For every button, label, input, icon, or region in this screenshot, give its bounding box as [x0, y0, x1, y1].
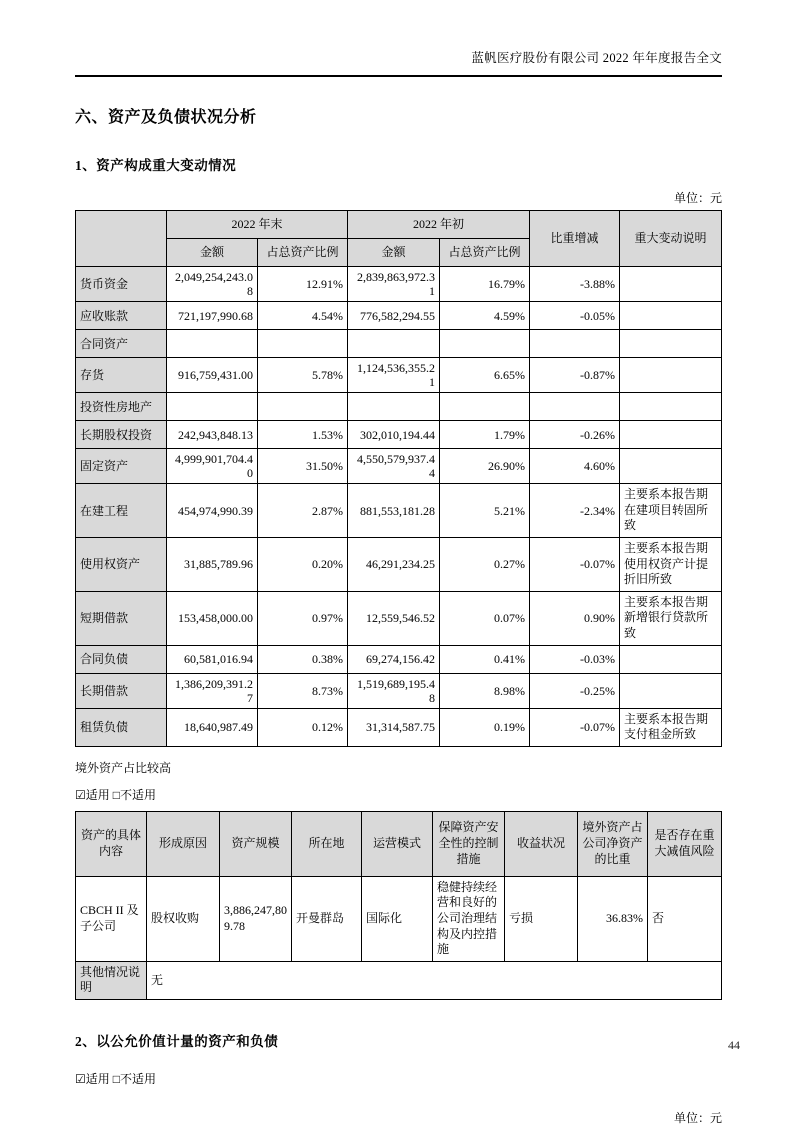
end-ratio-cell: 0.20%	[258, 537, 348, 591]
col-header-asset-content: 资产的具体内容	[76, 811, 147, 876]
section-title: 六、资产及负债状况分析	[75, 109, 257, 126]
asset-scale-cell: 3,886,247,809.78	[220, 876, 292, 961]
row-label: 短期借款	[76, 591, 167, 645]
end-ratio-cell: 12.91%	[258, 267, 348, 302]
col-group-begin-2022: 2022 年初	[348, 211, 530, 239]
begin-amount-cell	[348, 330, 440, 358]
change-cell: -0.07%	[530, 708, 620, 746]
begin-ratio-cell: 8.98%	[440, 673, 530, 708]
note-cell	[620, 330, 722, 358]
change-cell	[530, 393, 620, 421]
subsection-title-1: 1、资产构成重大变动情况	[75, 158, 237, 173]
end-amount-cell: 916,759,431.00	[167, 358, 258, 393]
change-cell: -0.03%	[530, 645, 620, 673]
begin-amount-cell: 1,124,536,355.21	[348, 358, 440, 393]
safety-controls-cell: 稳健持续经营和良好的公司治理结构及内控措施	[433, 876, 505, 961]
row-label: 在建工程	[76, 484, 167, 538]
begin-amount-cell	[348, 393, 440, 421]
change-cell: -0.05%	[530, 302, 620, 330]
end-ratio-cell: 5.78%	[258, 358, 348, 393]
col-header-safety-controls: 保障资产安全性的控制措施	[433, 811, 505, 876]
table-row	[76, 673, 722, 708]
begin-amount-cell: 1,519,689,195.48	[348, 673, 440, 708]
col-header-income-status: 收益状况	[505, 811, 578, 876]
end-amount-cell: 1,386,209,391.27	[167, 673, 258, 708]
net-asset-ratio-cell: 36.83%	[578, 876, 648, 961]
change-cell: -3.88%	[530, 267, 620, 302]
row-label: 应收账款	[76, 302, 167, 330]
change-cell: 0.90%	[530, 591, 620, 645]
col-header-operation-mode: 运营模式	[362, 811, 433, 876]
begin-amount-cell: 776,582,294.55	[348, 302, 440, 330]
table-row	[76, 393, 722, 421]
table-row	[76, 330, 722, 358]
table-row	[76, 708, 722, 746]
begin-ratio-cell: 6.65%	[440, 358, 530, 393]
begin-ratio-cell: 0.07%	[440, 591, 530, 645]
col-header-asset-scale: 资产规模	[220, 811, 292, 876]
col-header-ratio-end: 占总资产比例	[258, 239, 348, 267]
begin-ratio-cell: 5.21%	[440, 484, 530, 538]
row-label: 存货	[76, 358, 167, 393]
begin-ratio-cell: 1.79%	[440, 421, 530, 449]
table-row	[76, 645, 722, 673]
page-number: 44	[728, 1038, 740, 1052]
note-cell	[620, 358, 722, 393]
other-info-value: 无	[147, 961, 722, 999]
overseas-asset-row	[76, 876, 722, 961]
table-header-row	[76, 811, 722, 876]
change-cell: 4.60%	[530, 449, 620, 484]
table-row	[76, 421, 722, 449]
note-cell	[620, 645, 722, 673]
end-ratio-cell: 0.38%	[258, 645, 348, 673]
note-cell	[620, 673, 722, 708]
col-header-formation-reason: 形成原因	[147, 811, 220, 876]
change-cell: -2.34%	[530, 484, 620, 538]
begin-amount-cell: 4,550,579,937.44	[348, 449, 440, 484]
subsection-title-2: 2、以公允价值计量的资产和负债	[75, 1033, 279, 1049]
begin-ratio-cell	[440, 330, 530, 358]
row-label: 合同资产	[76, 330, 167, 358]
note-cell: 主要系本报告期新增银行贷款所致	[620, 591, 722, 645]
begin-ratio-cell: 26.90%	[440, 449, 530, 484]
begin-ratio-cell	[440, 393, 530, 421]
change-cell: -0.07%	[530, 537, 620, 591]
change-cell: -0.87%	[530, 358, 620, 393]
end-amount-cell: 4,999,901,704.40	[167, 449, 258, 484]
begin-ratio-cell: 16.79%	[440, 267, 530, 302]
end-amount-cell: 454,974,990.39	[167, 484, 258, 538]
begin-amount-cell: 2,839,863,972.31	[348, 267, 440, 302]
applicable-checkbox-line: ☑适用 □不适用	[75, 787, 157, 802]
row-label: 长期借款	[76, 673, 167, 708]
row-label: 货币资金	[76, 267, 167, 302]
row-label: 使用权资产	[76, 537, 167, 591]
unit-label-bottom: 单位：元	[673, 1110, 722, 1125]
end-amount-cell	[167, 330, 258, 358]
begin-amount-cell: 31,314,587.75	[348, 708, 440, 746]
table-row	[76, 484, 722, 538]
applicable-checkbox-line-2: ☑适用 □不适用	[75, 1071, 157, 1086]
asset-content-cell: CBCH II 及子公司	[76, 876, 147, 961]
asset-change-table	[75, 210, 722, 747]
table-row	[76, 267, 722, 302]
col-header-impairment-risk: 是否存在重大减值风险	[648, 811, 722, 876]
note-cell: 主要系本报告期使用权资产计提折旧所致	[620, 537, 722, 591]
col-header-ratio-begin: 占总资产比例	[440, 239, 530, 267]
begin-amount-cell: 881,553,181.28	[348, 484, 440, 538]
table-row	[76, 358, 722, 393]
begin-amount-cell: 12,559,546.52	[348, 591, 440, 645]
location-cell: 开曼群岛	[292, 876, 362, 961]
document-header-title: 蓝帆医疗股份有限公司 2022 年年度报告全文	[75, 48, 722, 77]
begin-ratio-cell: 0.41%	[440, 645, 530, 673]
note-cell	[620, 393, 722, 421]
note-cell: 主要系本报告期支付租金所致	[620, 708, 722, 746]
end-ratio-cell: 0.12%	[258, 708, 348, 746]
end-amount-cell: 721,197,990.68	[167, 302, 258, 330]
note-cell	[620, 449, 722, 484]
row-label: 固定资产	[76, 449, 167, 484]
end-ratio-cell: 8.73%	[258, 673, 348, 708]
begin-ratio-cell: 0.19%	[440, 708, 530, 746]
change-cell	[530, 330, 620, 358]
col-header-amount-begin: 金额	[348, 239, 440, 267]
row-label: 租赁负债	[76, 708, 167, 746]
end-ratio-cell: 0.97%	[258, 591, 348, 645]
note-cell: 主要系本报告期在建项目转固所致	[620, 484, 722, 538]
end-ratio-cell: 2.87%	[258, 484, 348, 538]
income-status-cell: 亏损	[505, 876, 578, 961]
begin-ratio-cell: 4.59%	[440, 302, 530, 330]
change-cell: -0.25%	[530, 673, 620, 708]
unit-label-top: 单位：元	[673, 191, 722, 205]
note-cell	[620, 421, 722, 449]
other-info-label: 其他情况说明	[76, 961, 147, 999]
end-ratio-cell: 31.50%	[258, 449, 348, 484]
begin-amount-cell: 69,274,156.42	[348, 645, 440, 673]
col-header-net-asset-ratio: 境外资产占公司净资产的比重	[578, 811, 648, 876]
report-page	[75, 48, 722, 1130]
table-header-row-1	[76, 211, 722, 239]
end-amount-cell: 242,943,848.13	[167, 421, 258, 449]
other-info-row	[76, 961, 722, 999]
impairment-risk-cell: 否	[648, 876, 722, 961]
begin-amount-cell: 302,010,194.44	[348, 421, 440, 449]
change-cell: -0.26%	[530, 421, 620, 449]
end-amount-cell: 153,458,000.00	[167, 591, 258, 645]
col-header-note: 重大变动说明	[620, 211, 722, 267]
overseas-assets-table	[75, 811, 722, 1000]
table-row	[76, 591, 722, 645]
end-amount-cell: 60,581,016.94	[167, 645, 258, 673]
row-label: 长期股权投资	[76, 421, 167, 449]
table-row	[76, 537, 722, 591]
end-ratio-cell: 1.53%	[258, 421, 348, 449]
col-header-amount-end: 金额	[167, 239, 258, 267]
end-ratio-cell	[258, 330, 348, 358]
table-row	[76, 449, 722, 484]
overseas-assets-note: 境外资产占比较高	[75, 760, 172, 775]
operation-mode-cell: 国际化	[362, 876, 433, 961]
end-amount-cell: 31,885,789.96	[167, 537, 258, 591]
begin-ratio-cell: 0.27%	[440, 537, 530, 591]
table-row	[76, 302, 722, 330]
begin-amount-cell: 46,291,234.25	[348, 537, 440, 591]
formation-reason-cell: 股权收购	[147, 876, 220, 961]
row-label: 投资性房地产	[76, 393, 167, 421]
end-amount-cell: 2,049,254,243.08	[167, 267, 258, 302]
end-amount-cell: 18,640,987.49	[167, 708, 258, 746]
note-cell	[620, 302, 722, 330]
col-group-end-2022: 2022 年末	[167, 211, 348, 239]
end-amount-cell	[167, 393, 258, 421]
col-header-location: 所在地	[292, 811, 362, 876]
corner-cell	[76, 211, 167, 267]
end-ratio-cell	[258, 393, 348, 421]
row-label: 合同负债	[76, 645, 167, 673]
col-header-change: 比重增减	[530, 211, 620, 267]
note-cell	[620, 267, 722, 302]
end-ratio-cell: 4.54%	[258, 302, 348, 330]
